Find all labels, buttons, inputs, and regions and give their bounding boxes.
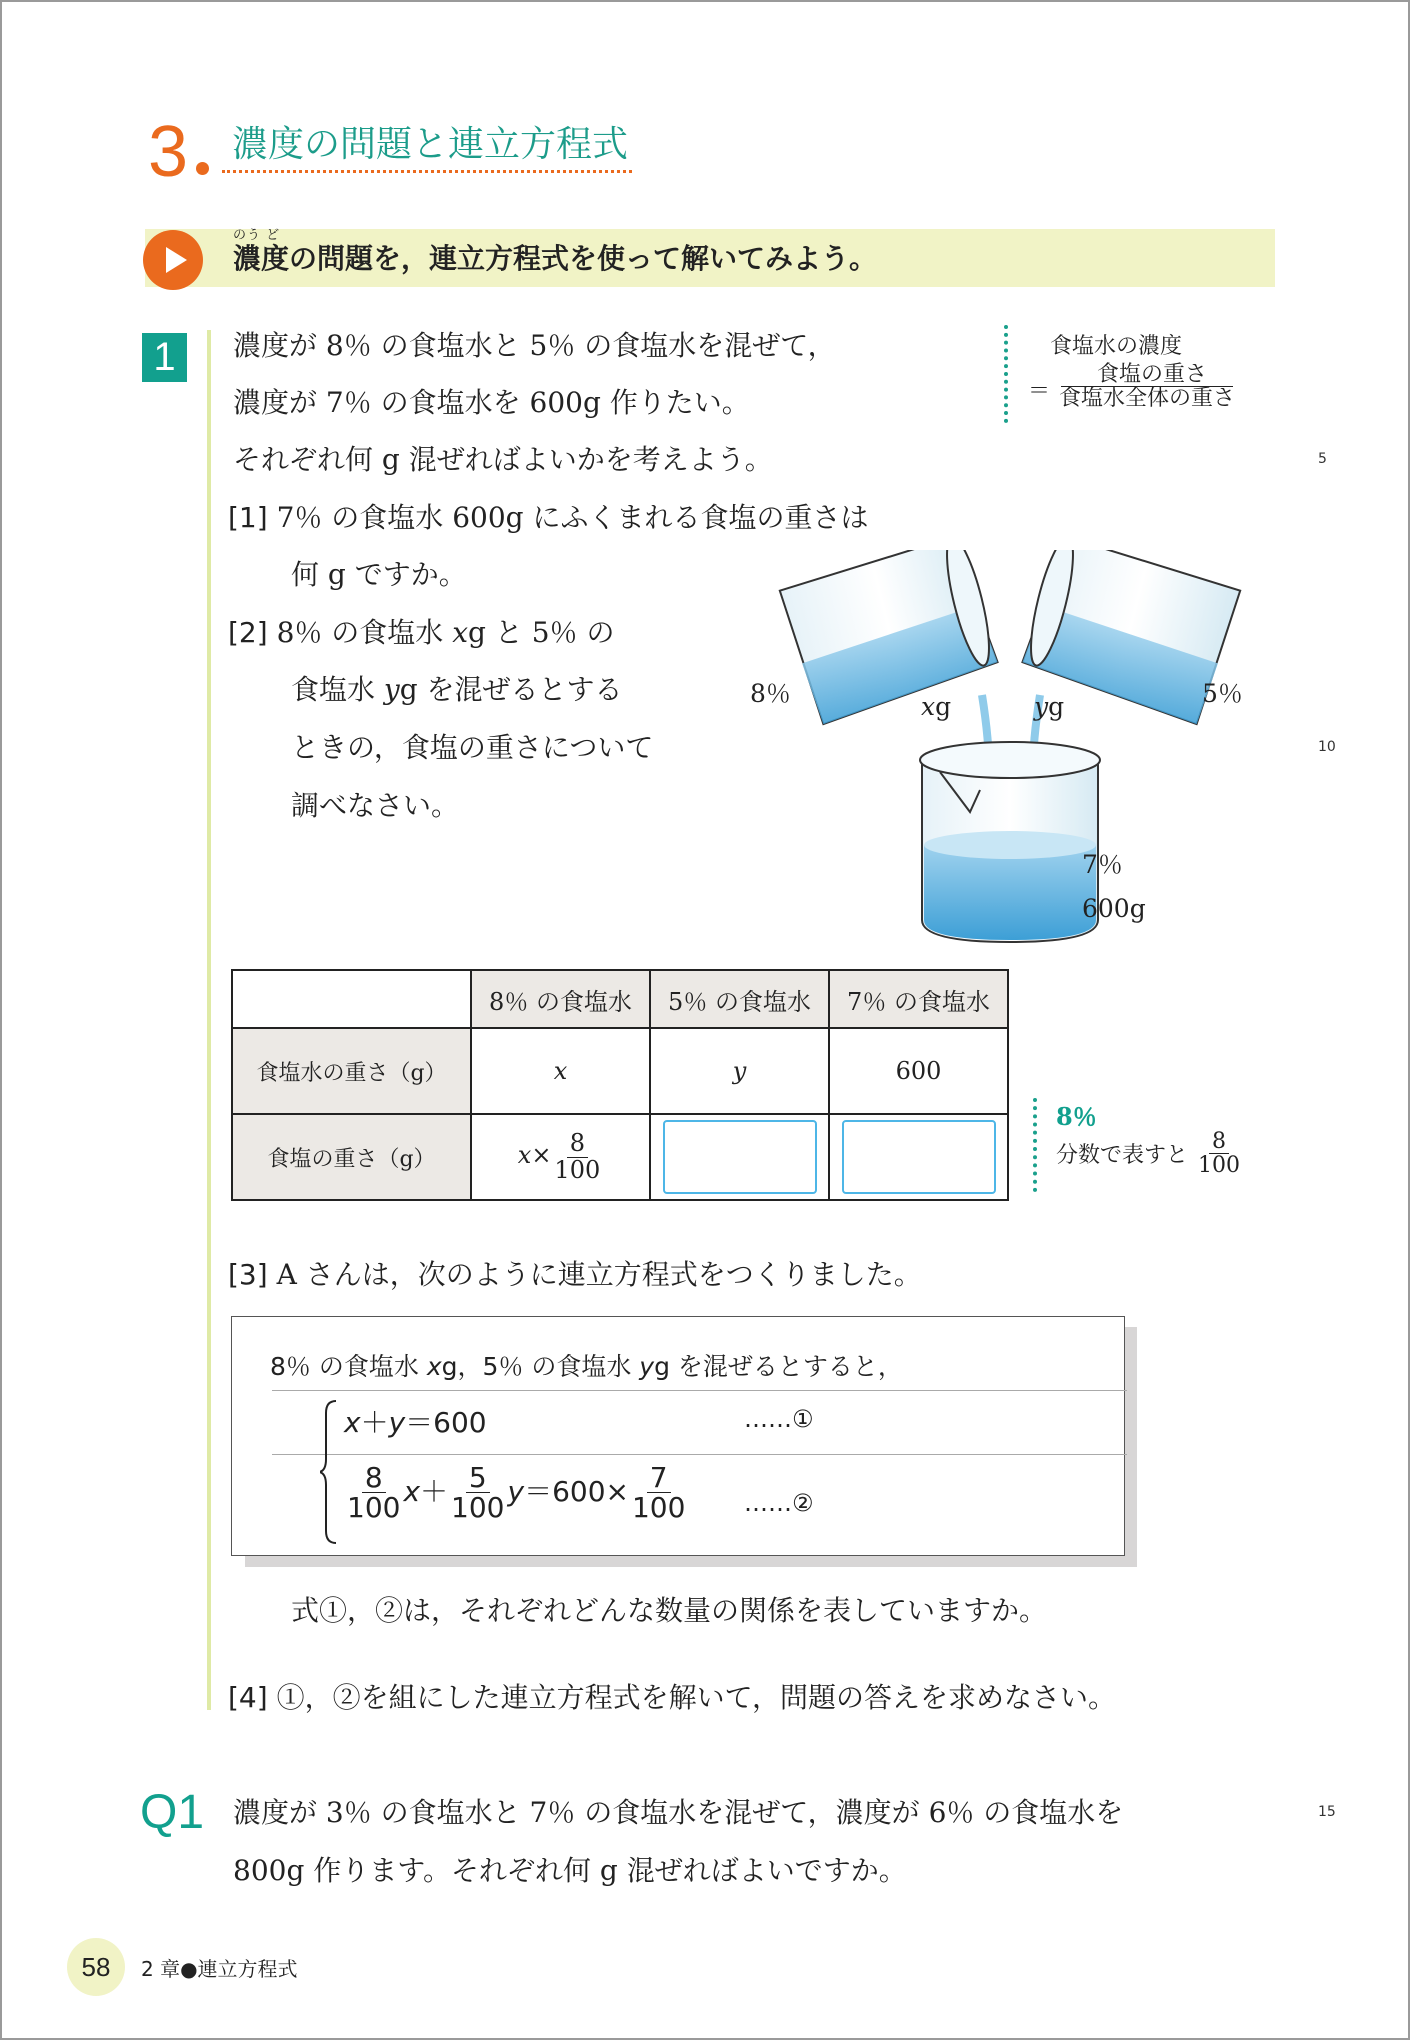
table-cell: x <box>471 1028 650 1114</box>
q2-text-b: g と 5％ の <box>468 616 615 649</box>
problem-intro-line-3: それぞれ何 g 混ぜればよいかを考えよう。 <box>233 443 773 476</box>
question-2-label: [2] <box>228 616 268 649</box>
eq1-y: y <box>388 1406 406 1439</box>
equation-box-rule-2 <box>272 1454 1127 1455</box>
sidenote-dotted-rule <box>1004 325 1008 423</box>
question-3-label: [3] <box>228 1258 268 1291</box>
eq2-frac2-num: 5 <box>466 1463 490 1493</box>
question-4-label: [4] <box>228 1681 268 1714</box>
table-frac-den: 100 <box>554 1155 601 1184</box>
eq2-frac2-den: 100 <box>451 1491 505 1525</box>
eqbox-text-b: g，5％ の食塩水 <box>441 1352 640 1381</box>
table-cell: 600 <box>829 1028 1008 1114</box>
sidenote-dotted-rule-2 <box>1033 1098 1037 1192</box>
table-times: × <box>531 1141 552 1170</box>
problem-sidebar-line <box>207 330 211 1710</box>
equation-1 <box>344 1401 487 1441</box>
q2-text-a: 8％ の食塩水 <box>276 616 453 649</box>
line-number-5: 5 <box>1318 451 1327 467</box>
table-header-7pct: 7％ の食塩水 <box>829 970 1008 1028</box>
eq1-rhs: ＝600 <box>405 1406 487 1439</box>
chapter-label: 2 章●連立方程式 <box>141 1957 298 1981</box>
page-number: 58 <box>67 1938 125 1996</box>
line-number-15: 15 <box>1318 1804 1336 1820</box>
eq2-frac3-num: 7 <box>647 1463 671 1493</box>
question-3-text: A さんは，次のように連立方程式をつくりました。 <box>276 1258 922 1291</box>
banner-ruby: のう ど <box>233 228 281 243</box>
table-cell <box>471 1114 650 1200</box>
eq2-frac3-den: 100 <box>631 1491 686 1525</box>
question-1-label: [1] <box>228 501 268 534</box>
eq2-frac1-num: 8 <box>362 1463 386 1493</box>
answer-box-5pct[interactable] <box>663 1120 817 1194</box>
problem-intro-line-1: 濃度が 8％ の食塩水と 5％ の食塩水を混ぜて， <box>233 329 836 362</box>
table-cell <box>829 1114 1008 1200</box>
result-percent-label: 7％ <box>1082 850 1123 879</box>
eq2-rhs: ＝600× <box>524 1474 629 1508</box>
q2-text-d: g を混ぜるとする <box>399 673 623 706</box>
left-percent-label: 8％ <box>750 679 791 708</box>
question-2-line-1 <box>228 604 614 661</box>
left-amount-label <box>921 678 951 735</box>
question-1-line-1: 7％ の食塩水 600g にふくまれる食塩の重さは <box>276 501 869 534</box>
banner-text: 濃度の問題を，連立方程式を使って解いてみよう。 <box>233 242 878 275</box>
result-beaker <box>920 742 1100 942</box>
var-x: x <box>452 616 468 649</box>
table-row-label-salt-weight: 食塩の重さ（g） <box>232 1114 471 1200</box>
sidenote-frac-num: 8 <box>1209 1130 1229 1154</box>
q2-text-c: 食塩水 <box>291 673 384 706</box>
section-title-underline <box>222 170 632 173</box>
eq2-x: x <box>403 1474 421 1508</box>
equation-2-mark: ……② <box>744 1489 814 1517</box>
question-1-line-2: 何 g ですか。 <box>291 558 467 591</box>
equation-2 <box>344 1463 688 1523</box>
eqbox-var-x: x <box>426 1352 442 1381</box>
question-2-line-4: 調べなさい。 <box>291 789 460 822</box>
table-cell: y <box>650 1028 829 1114</box>
play-arrow-icon <box>143 230 203 290</box>
question-4-text: ①，②を組にした連立方程式を解いて，問題の答えを求めなさい。 <box>276 1681 1117 1714</box>
answer-box-7pct[interactable] <box>842 1120 996 1194</box>
eq2-frac1-den: 100 <box>347 1491 401 1525</box>
sidenote-concentration-title: 食塩水の濃度 <box>1050 334 1183 359</box>
question-2-line-3: ときの，食塩の重さについて <box>291 731 654 764</box>
sidenote-equals: ＝ <box>1028 379 1051 404</box>
table-var-x: x <box>517 1141 532 1170</box>
sidenote-numerator: 食塩の重さ <box>1061 363 1233 387</box>
right-amount-label <box>1034 678 1064 735</box>
table-header-8pct: 8％ の食塩水 <box>471 970 650 1028</box>
sidenote-fraction <box>1056 363 1238 410</box>
equation-box <box>231 1316 1125 1556</box>
sidenote-8pct-title: 8％ <box>1056 1102 1097 1131</box>
sidenote-fraction-line <box>1056 1130 1243 1177</box>
result-amount-label: 600g <box>1082 894 1146 923</box>
table-frac-num: 8 <box>567 1131 588 1157</box>
eqbox-text-a: 8％ の食塩水 <box>270 1352 427 1381</box>
problem-number-badge: 1 <box>142 333 187 382</box>
question-1 <box>228 489 868 546</box>
eqbox-var-y: y <box>639 1352 655 1381</box>
problem-intro-line-2: 濃度が 7％ の食塩水を 600g 作りたい。 <box>233 386 750 419</box>
left-beaker <box>777 550 1002 726</box>
eq1-x: x <box>344 1406 361 1439</box>
section-title: 濃度の問題と連立方程式 <box>232 124 629 165</box>
table-header-5pct: 5％ の食塩水 <box>650 970 829 1028</box>
eq2-y: y <box>507 1474 525 1508</box>
eq2-plus: ＋ <box>420 1474 449 1508</box>
eqbox-text-c: g を混ぜるとすると， <box>654 1352 903 1381</box>
q1-label: Q1 <box>140 1786 205 1839</box>
right-unit: g <box>1048 692 1065 721</box>
q1-line-1: 濃度が 3％ の食塩水と 7％ の食塩水を混ぜて，濃度が 6％ の食塩水を <box>233 1796 1124 1829</box>
sidenote-frac-den: 100 <box>1198 1153 1241 1179</box>
line-number-10: 10 <box>1318 739 1336 755</box>
section-number-dot <box>196 162 209 175</box>
question-2-line-2 <box>291 661 623 718</box>
table-cell <box>650 1114 829 1200</box>
sidenote-fraction-text: 分数で表すと <box>1056 1143 1189 1169</box>
right-percent-label: 5％ <box>1202 679 1243 708</box>
right-var: y <box>1034 692 1049 721</box>
var-y: y <box>383 673 400 706</box>
question-4 <box>228 1669 1116 1726</box>
salt-water-table <box>231 969 1009 1201</box>
system-brace <box>320 1399 340 1545</box>
section-number: 3 <box>148 112 189 192</box>
equation-1-mark: ……① <box>744 1405 814 1433</box>
question-3 <box>228 1246 922 1303</box>
q1-line-2: 800g 作ります。それぞれ何 g 混ぜればよいですか。 <box>233 1854 907 1887</box>
eq1-plus: ＋ <box>360 1406 389 1439</box>
table-row-label-water-weight: 食塩水の重さ（g） <box>232 1028 471 1114</box>
question-3-follow-up: 式①，②は，それぞれどんな数量の関係を表していますか。 <box>291 1594 1048 1627</box>
equation-box-intro <box>270 1347 903 1383</box>
beaker-illustration <box>740 550 1280 960</box>
left-unit: g <box>935 692 952 721</box>
table-corner-cell <box>232 970 471 1028</box>
left-var: x <box>921 692 936 721</box>
equation-box-rule-1 <box>272 1390 1127 1391</box>
sidenote-denominator: 食塩水全体の重さ <box>1059 386 1236 412</box>
